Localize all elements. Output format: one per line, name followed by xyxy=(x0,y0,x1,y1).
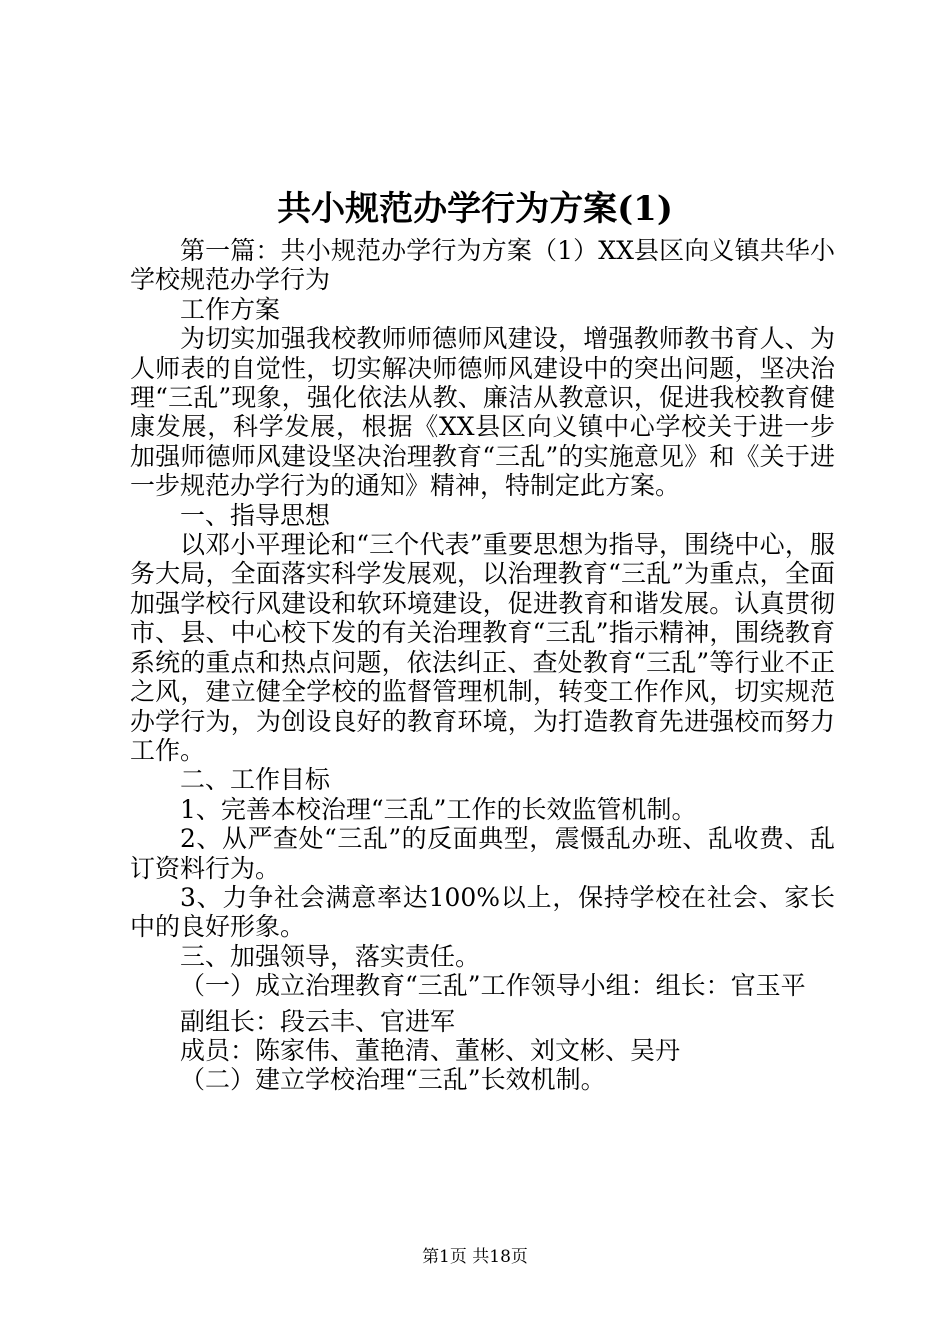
paragraph-mechanism: （二）建立学校治理“三乱”长效机制。 xyxy=(180,1065,606,1095)
heading-leadership: 三、加强领导，落实责任。 xyxy=(180,941,481,971)
paragraph-leadership-group: （一）成立治理教育“三乱”工作领导小组：组长：官玉平 xyxy=(180,971,806,1001)
heading-work-goals: 二、工作目标 xyxy=(180,765,331,795)
paragraph-goal-1: 1、完善本校治理“三乱”工作的长效监管机制。 xyxy=(180,794,697,824)
paragraph-subtitle: 工作方案 xyxy=(180,294,281,324)
paragraph-members: 成员：陈家伟、董艳清、董彬、刘文彬、吴丹 xyxy=(180,1035,681,1065)
document-title: 共小规范办学行为方案(1) xyxy=(277,189,673,229)
paragraph-deputy-leaders: 副组长：段云丰、官进军 xyxy=(180,1006,456,1036)
page-footer: 第1页 共18页 xyxy=(422,1247,528,1267)
paragraph-purpose: 为切实加强我校教师师德师风建设，增强教师教书育人、为人师表的自觉性，切实解决师德师风建设中的突出问题，坚决治理“三乱”现象，强化依法从教、廉洁从教意识，促进我校教育健康发展，科学发展，根据《XX县区向义镇中心学校关于进一步加强师德师风建设坚决治理教育“三乱”的实施意见》和《关于进一步规范办学行为的通知》精神，特制定此方案。 xyxy=(130,324,835,501)
paragraph-goal-3: 3、力争社会满意率达100%以上，保持学校在社会、家长中的良好形象。 xyxy=(130,882,835,942)
paragraph-goal-2: 2、从严查处“三乱”的反面典型，震慑乱办班、乱收费、乱订资料行为。 xyxy=(130,824,835,883)
paragraph-guiding-ideology: 以邓小平理论和“三个代表”重要思想为指导，围绕中心，服务大局，全面落实科学发展观，以治理教育“三乱”为重点，全面加强学校行风建设和软环境建设，促进教育和谐发展。认真贯彻市、县、中心校下发的有关治理教育“三乱”指示精神，围绕教育系统的重点和热点问题，依法纠正、查处教育“三乱”等行业不正之风，建立健全学校的监督管理机制，转变工作作风，切实规范办学行为，为创设良好的教育环境，为打造教育先进强校而努力工作。 xyxy=(130,530,835,765)
paragraph-intro: 第一篇：共小规范办学行为方案（1）XX县区向义镇共华小学校规范办学行为 xyxy=(130,236,835,295)
document-body xyxy=(130,236,835,1095)
heading-guiding-ideology: 一、指导思想 xyxy=(180,500,331,530)
